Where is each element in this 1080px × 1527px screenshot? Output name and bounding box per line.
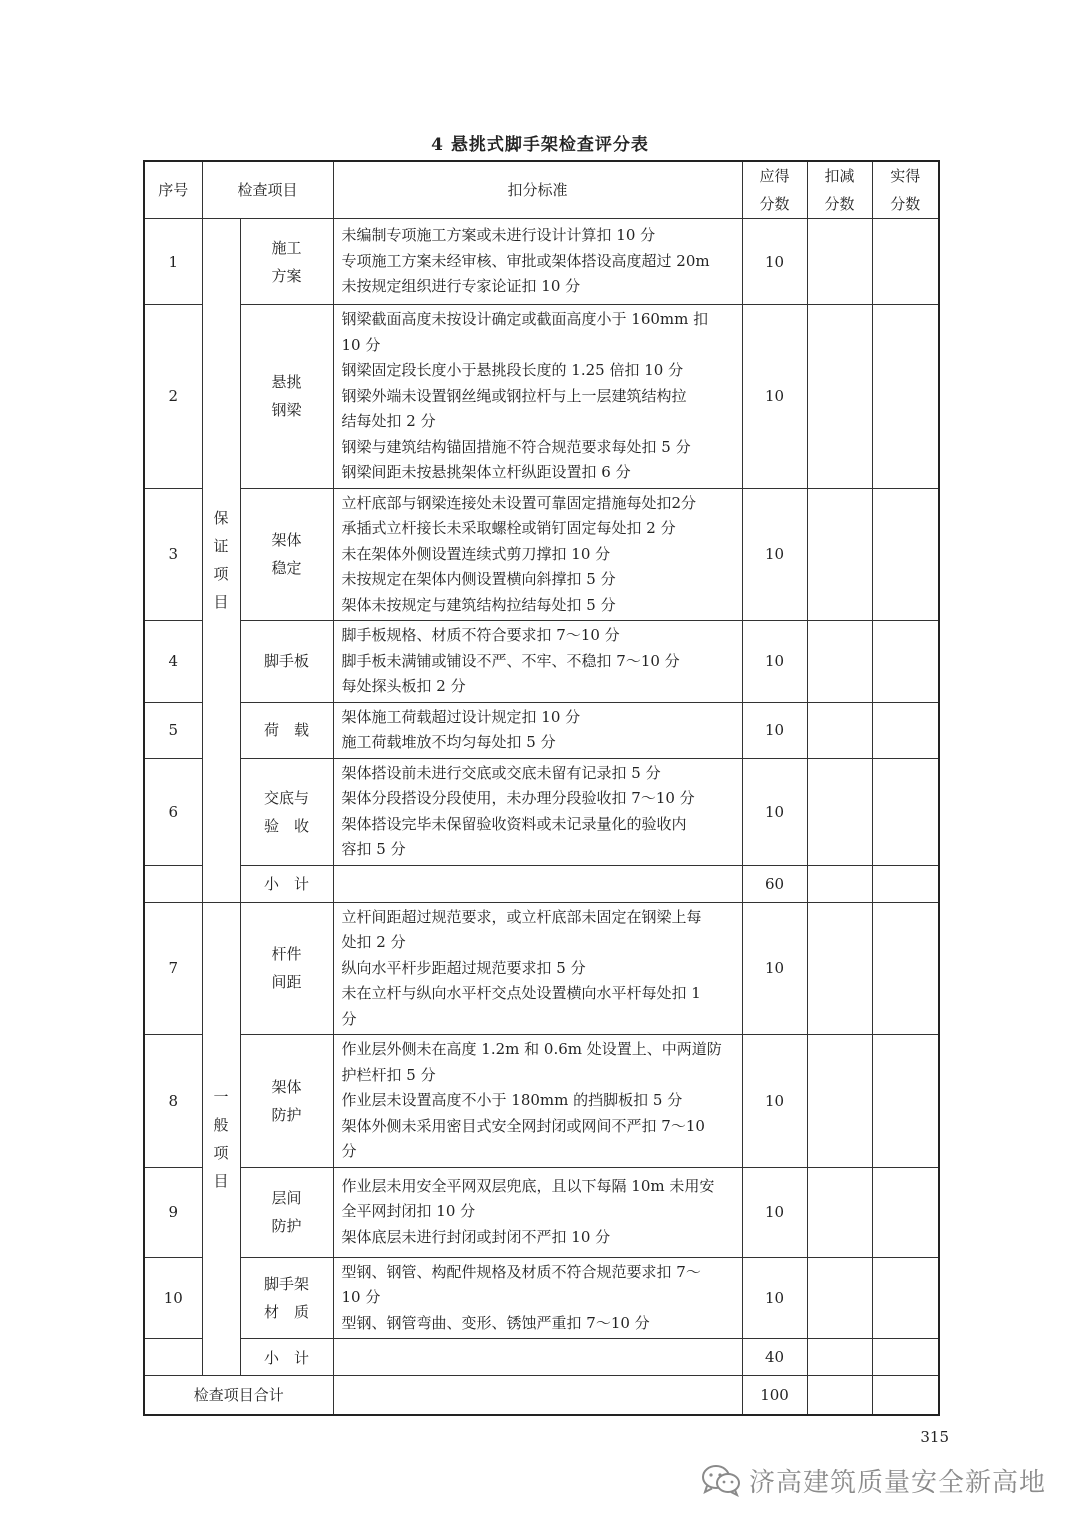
deduction-criteria: 型钢、钢管、构配件规格及材质不符合规范要求扣 7～ 10 分 型钢、钢管弯曲、变形、锈蚀严重扣 7～10 分	[333, 1257, 742, 1339]
header-due-score-line: 分数	[759, 195, 790, 213]
actual-score-cell[interactable]	[872, 702, 939, 758]
item-name: 悬挑 钢梁	[240, 305, 333, 489]
row-number: 10	[144, 1257, 202, 1339]
subtotal-label: 小 计	[240, 865, 333, 902]
due-score: 10	[742, 488, 807, 621]
table-row	[144, 621, 939, 703]
item-name: 荷 载	[240, 702, 333, 758]
deduct-score-cell[interactable]	[807, 1376, 872, 1415]
header-deduct-score	[807, 161, 872, 219]
actual-score-cell[interactable]	[872, 621, 939, 703]
item-name: 交底与 验 收	[240, 758, 333, 865]
header-criteria: 扣分标准	[333, 161, 742, 219]
table-row	[144, 1167, 939, 1257]
deduct-score-cell[interactable]	[807, 1167, 872, 1257]
deduction-criteria: 立杆间距超过规范要求，或立杆底部未固定在钢梁上每 处扣 2 分 纵向水平杆步距超过规范要求扣 5 分 未在立杆与纵向水平杆交点处设置横向水平杆每处扣 1 分	[333, 902, 742, 1035]
actual-score-cell[interactable]	[872, 902, 939, 1035]
header-row	[144, 161, 939, 219]
deduct-score-cell[interactable]	[807, 865, 872, 902]
deduction-criteria: 立杆底部与钢梁连接处未设置可靠固定措施每处扣2分 承插式立杆接长未采取螺栓或销钉固定每处扣 2 分 未在架体外侧设置连续式剪刀撑扣 10 分 未按规定在架体内侧设置横向斜撑扣 5 分 架体未按规定与建筑结构拉结每处扣 5 分	[333, 488, 742, 621]
deduct-score-cell[interactable]	[807, 758, 872, 865]
subtotal-row	[144, 865, 939, 902]
header-due-score-line: 应得	[759, 167, 790, 185]
actual-score-cell[interactable]	[872, 1167, 939, 1257]
deduction-criteria: 作业层外侧未在高度 1.2m 和 0.6m 处设置上、中两道防 护栏杆扣 5 分 作业层未设置高度不小于 180mm 的挡脚板扣 5 分 架体外侧未采用密目式安全网封闭或网间不严扣 7～10 分	[333, 1035, 742, 1168]
inspection-score-table	[143, 160, 940, 1416]
due-score: 10	[742, 305, 807, 489]
subtotal-label: 小 计	[240, 1339, 333, 1376]
deduct-score-cell[interactable]	[807, 902, 872, 1035]
row-number: 8	[144, 1035, 202, 1168]
due-score: 10	[742, 702, 807, 758]
row-number: 7	[144, 902, 202, 1035]
deduct-score-cell[interactable]	[807, 621, 872, 703]
deduct-score-cell[interactable]	[807, 702, 872, 758]
actual-score-cell[interactable]	[872, 305, 939, 489]
deduct-score-cell[interactable]	[807, 1339, 872, 1376]
subtotal-score: 40	[742, 1339, 807, 1376]
total-row	[144, 1376, 939, 1415]
subtotal-row	[144, 1339, 939, 1376]
header-actual-score-line: 实得	[890, 167, 921, 185]
deduction-criteria: 架体施工荷载超过设计规定扣 10 分 施工荷载堆放不均匀每处扣 5 分	[333, 702, 742, 758]
table-row	[144, 702, 939, 758]
item-name: 杆件 间距	[240, 902, 333, 1035]
row-number: 6	[144, 758, 202, 865]
deduction-criteria: 钢梁截面高度未按设计确定或截面高度小于 160mm 扣 10 分 钢梁固定段长度小于悬挑段长度的 1.25 倍扣 10 分 钢梁外端未设置钢丝绳或钢拉杆与上一层建筑结构拉 结每处扣 2 分 钢梁与建筑结构锚固措施不符合规范要求每处扣 5 分 钢梁间距未按悬挑架体立杆纵距设置扣 6 分	[333, 305, 742, 489]
header-due-score	[742, 161, 807, 219]
deduct-score-cell[interactable]	[807, 305, 872, 489]
table-title: 4 悬挑式脚手架检查评分表	[431, 135, 649, 155]
group-guarantee-items	[202, 219, 240, 903]
header-item: 检查项目	[202, 161, 333, 219]
table-row	[144, 488, 939, 621]
header-seq: 序号	[144, 161, 202, 219]
due-score: 10	[742, 1167, 807, 1257]
deduction-criteria: 未编制专项施工方案或未进行设计计算扣 10 分 专项施工方案未经审核、审批或架体搭设高度超过 20m 未按规定组织进行专家论证扣 10 分	[333, 219, 742, 305]
table-row	[144, 1257, 939, 1339]
due-score: 10	[742, 1035, 807, 1168]
item-name: 层间 防护	[240, 1167, 333, 1257]
subtotal-criteria-empty	[333, 865, 742, 902]
row-number: 5	[144, 702, 202, 758]
actual-score-cell[interactable]	[872, 758, 939, 865]
table-row	[144, 902, 939, 1035]
actual-score-cell[interactable]	[872, 1257, 939, 1339]
group-general-items	[202, 902, 240, 1376]
header-actual-score	[872, 161, 939, 219]
due-score: 10	[742, 1257, 807, 1339]
item-name: 架体 防护	[240, 1035, 333, 1168]
item-name: 架体 稳定	[240, 488, 333, 621]
actual-score-cell[interactable]	[872, 1035, 939, 1168]
header-deduct-score-line: 扣减	[824, 167, 855, 185]
subtotal-criteria-empty	[333, 1339, 742, 1376]
deduct-score-cell[interactable]	[807, 1257, 872, 1339]
due-score: 10	[742, 758, 807, 865]
row-number-empty	[144, 865, 202, 902]
deduction-criteria: 架体搭设前未进行交底或交底未留有记录扣 5 分 架体分段搭设分段使用，未办理分段验收扣 7～10 分 架体搭设完毕未保留验收资料或未记录量化的验收内 容扣 5 分	[333, 758, 742, 865]
due-score: 10	[742, 902, 807, 1035]
row-number-empty	[144, 1339, 202, 1376]
subtotal-score: 60	[742, 865, 807, 902]
row-number: 3	[144, 488, 202, 621]
row-number: 4	[144, 621, 202, 703]
item-name: 施工 方案	[240, 219, 333, 305]
total-score: 100	[742, 1376, 807, 1415]
deduct-score-cell[interactable]	[807, 219, 872, 305]
due-score: 10	[742, 621, 807, 703]
table-row	[144, 219, 939, 305]
deduct-score-cell[interactable]	[807, 1035, 872, 1168]
row-number: 2	[144, 305, 202, 489]
table-row	[144, 305, 939, 489]
deduction-criteria: 作业层未用安全平网双层兜底，且以下每隔 10m 未用安 全平网封闭扣 10 分 架体底层未进行封闭或封闭不严扣 10 分	[333, 1167, 742, 1257]
item-name: 脚手架 材 质	[240, 1257, 333, 1339]
header-actual-score-line: 分数	[890, 195, 921, 213]
group-label: 一般项目	[213, 1087, 229, 1190]
watermark-text: 济高建筑质量安全新高地	[748, 1467, 1046, 1498]
actual-score-cell[interactable]	[872, 1339, 939, 1376]
deduction-criteria: 脚手板规格、材质不符合要求扣 7～10 分 脚手板未满铺或铺设不严、不牢、不稳扣 7～10 分 每处探头板扣 2 分	[333, 621, 742, 703]
header-deduct-score-line: 分数	[824, 195, 855, 213]
actual-score-cell[interactable]	[872, 488, 939, 621]
row-number: 9	[144, 1167, 202, 1257]
table-row	[144, 758, 939, 865]
item-name: 脚手板	[240, 621, 333, 703]
deduct-score-cell[interactable]	[807, 488, 872, 621]
table-row	[144, 1035, 939, 1168]
wechat-icon	[701, 1463, 741, 1497]
due-score: 10	[742, 219, 807, 305]
actual-score-cell[interactable]	[872, 1376, 939, 1415]
total-criteria-empty	[333, 1376, 742, 1415]
row-number: 1	[144, 219, 202, 305]
total-label: 检查项目合计	[144, 1376, 333, 1415]
watermark	[701, 1460, 1046, 1500]
page-number: 315	[920, 1428, 949, 1446]
actual-score-cell[interactable]	[872, 865, 939, 902]
group-label: 保证项目	[213, 509, 229, 612]
actual-score-cell[interactable]	[872, 219, 939, 305]
